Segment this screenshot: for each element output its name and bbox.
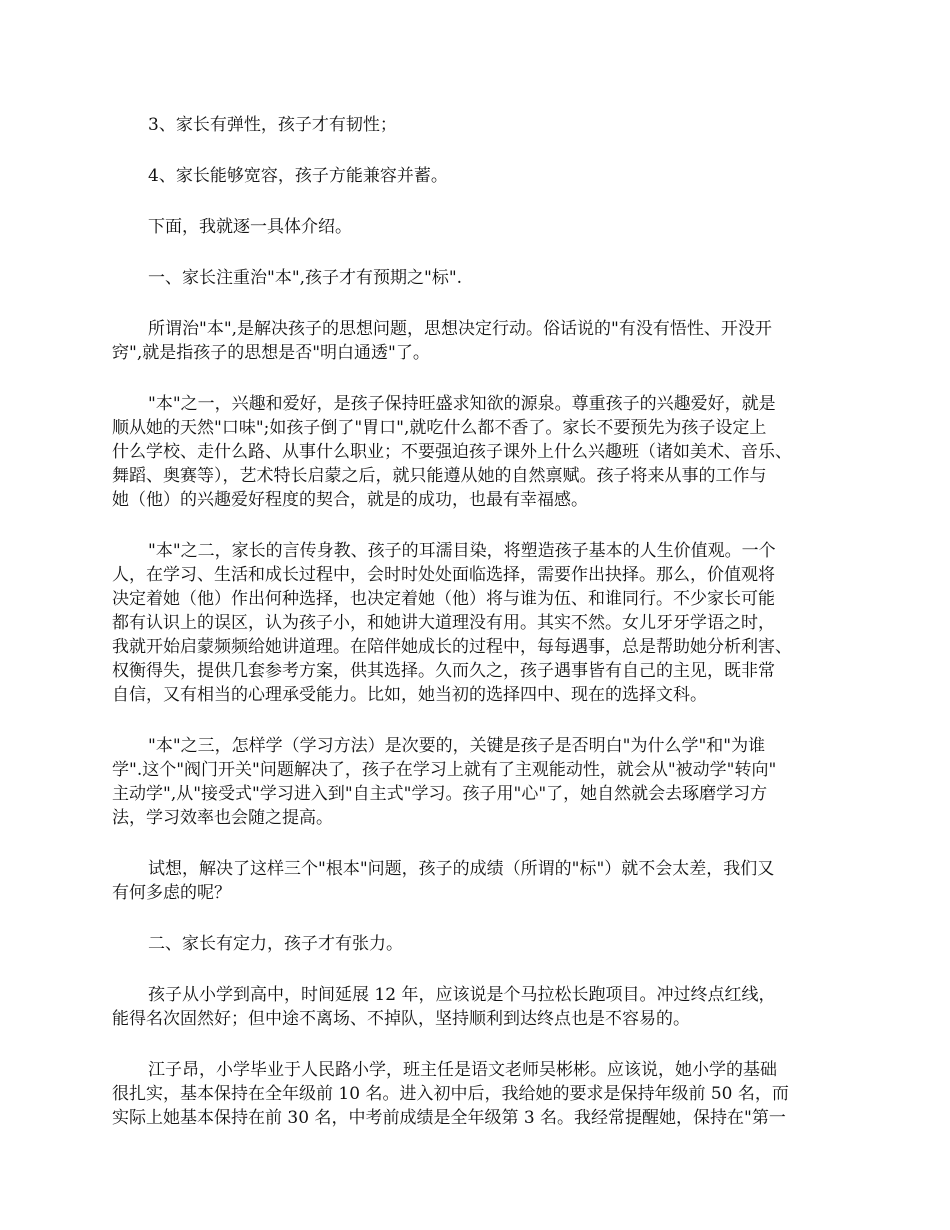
text-line: 都有认识上的误区，认为孩子小，和她讲大道理没有用。其实不然。女儿牙牙学语之时，	[112, 613, 775, 633]
text-line: 窍",就是指孩子的思想是否"明白通透"了。	[112, 343, 430, 363]
paragraph-list-item-3	[112, 113, 840, 137]
text-line: "本"之一，兴趣和爱好，是孩子保持旺盛求知欲的源泉。尊重孩子的兴趣爱好，就是	[148, 394, 776, 414]
text-line: 下面，我就逐一具体介绍。	[148, 217, 352, 237]
text-line: 什么学校、走什么路、从事什么职业；不要强迫孩子课外上什么兴趣班（诸如美术、音乐、	[112, 442, 792, 462]
text-line: 一、家长注重治"本",孩子才有预期之"标".	[148, 268, 463, 288]
section-heading-1	[112, 266, 840, 290]
paragraph-root-two	[112, 539, 840, 707]
text-line: 江子昂，小学毕业于人民路小学，班主任是语文老师吴彬彬。应该说，她小学的基础	[148, 1060, 777, 1080]
text-line: 孩子从小学到高中，时间延展 12 年，应该说是个马拉松长跑项目。冲过终点红线，	[148, 985, 776, 1005]
text-line: 她（他）的兴趣爱好程度的契合，就是的成功，也最有幸福感。	[112, 490, 588, 510]
text-line: 我就开始启蒙频频给她讲道理。在陪伴她成长的过程中，每每遇事，总是帮助她分析利害、	[112, 637, 792, 657]
paragraph-list-item-4	[112, 164, 840, 188]
text-line: 顺从她的天然"口味";如孩子倒了"胃口",就吃什么都不香了。家长不要预先为孩子设定上	[112, 418, 767, 438]
paragraph-example	[112, 1058, 840, 1130]
paragraph-marathon	[112, 983, 840, 1031]
paragraph-root-definition	[112, 317, 840, 365]
text-line: 能得名次固然好；但中途不离场、不掉队，坚持顺利到达终点也是不容易的。	[112, 1009, 690, 1029]
text-line: 决定着她（他）作出何种选择，也决定着她（他）将与谁为伍、和谁同行。不少家长可能	[112, 589, 775, 609]
text-line: 很扎实，基本保持在全年级前 10 名。进入初中后，我给她的要求是保持年级前 50 名，而	[112, 1084, 789, 1104]
text-line: 所谓治"本",是解决孩子的思想问题，思想决定行动。俗话说的"有没有悟性、开没开	[148, 319, 772, 339]
paragraph-intro	[112, 215, 840, 239]
text-line: 自信，又有相当的心理承受能力。比如，她当初的选择四中、现在的选择文科。	[112, 685, 707, 705]
text-line: 试想，解决了这样三个"根本"问题，孩子的成绩（所谓的"标"）就不会太差，我们又	[148, 859, 775, 879]
section-heading-2	[112, 932, 840, 956]
text-line: 舞蹈、奥赛等），艺术特长启蒙之后，就只能遵从她的自然禀赋。孩子将来从事的工作与	[112, 466, 767, 486]
text-line: 主动学",从"接受式"学习进入到"自主式"学习。孩子用"心"了，她自然就会去琢磨学习方	[112, 784, 768, 804]
document-page	[112, 113, 840, 1130]
text-line: "本"之三，怎样学（学习方法）是次要的，关键是孩子是否明白"为什么学"和"为谁	[148, 736, 766, 756]
text-line: 法，学习效率也会随之提高。	[112, 808, 333, 828]
text-line: "本"之二，家长的言传身教、孩子的耳濡目染，将塑造孩子基本的人生价值观。一个	[148, 541, 776, 561]
text-line: 有何多虑的呢？	[112, 883, 231, 903]
text-line: 人，在学习、生活和成长过程中，会时时处处面临选择，需要作出抉择。那么，价值观将	[112, 565, 775, 585]
text-line: 3、家长有弹性，孩子才有韧性；	[148, 115, 397, 135]
text-line: 二、家长有定力，孩子才有张力。	[148, 934, 403, 954]
paragraph-root-three	[112, 734, 840, 830]
text-line: 权衡得失，提供几套参考方案，供其选择。久而久之，孩子遇事皆有自己的主见，既非常	[112, 661, 775, 681]
paragraph-summary	[112, 857, 840, 905]
text-line: 4、家长能够宽容，孩子方能兼容并蓄。	[148, 166, 448, 186]
paragraph-root-one	[112, 392, 840, 512]
text-line: 实际上她基本保持在前 30 名，中考前成绩是全年级第 3 名。我经常提醒她，保持在"第一	[112, 1108, 786, 1128]
text-line: 学".这个"阀门开关"问题解决了，孩子在学习上就有了主观能动性，就会从"被动学"转向"	[112, 760, 777, 780]
